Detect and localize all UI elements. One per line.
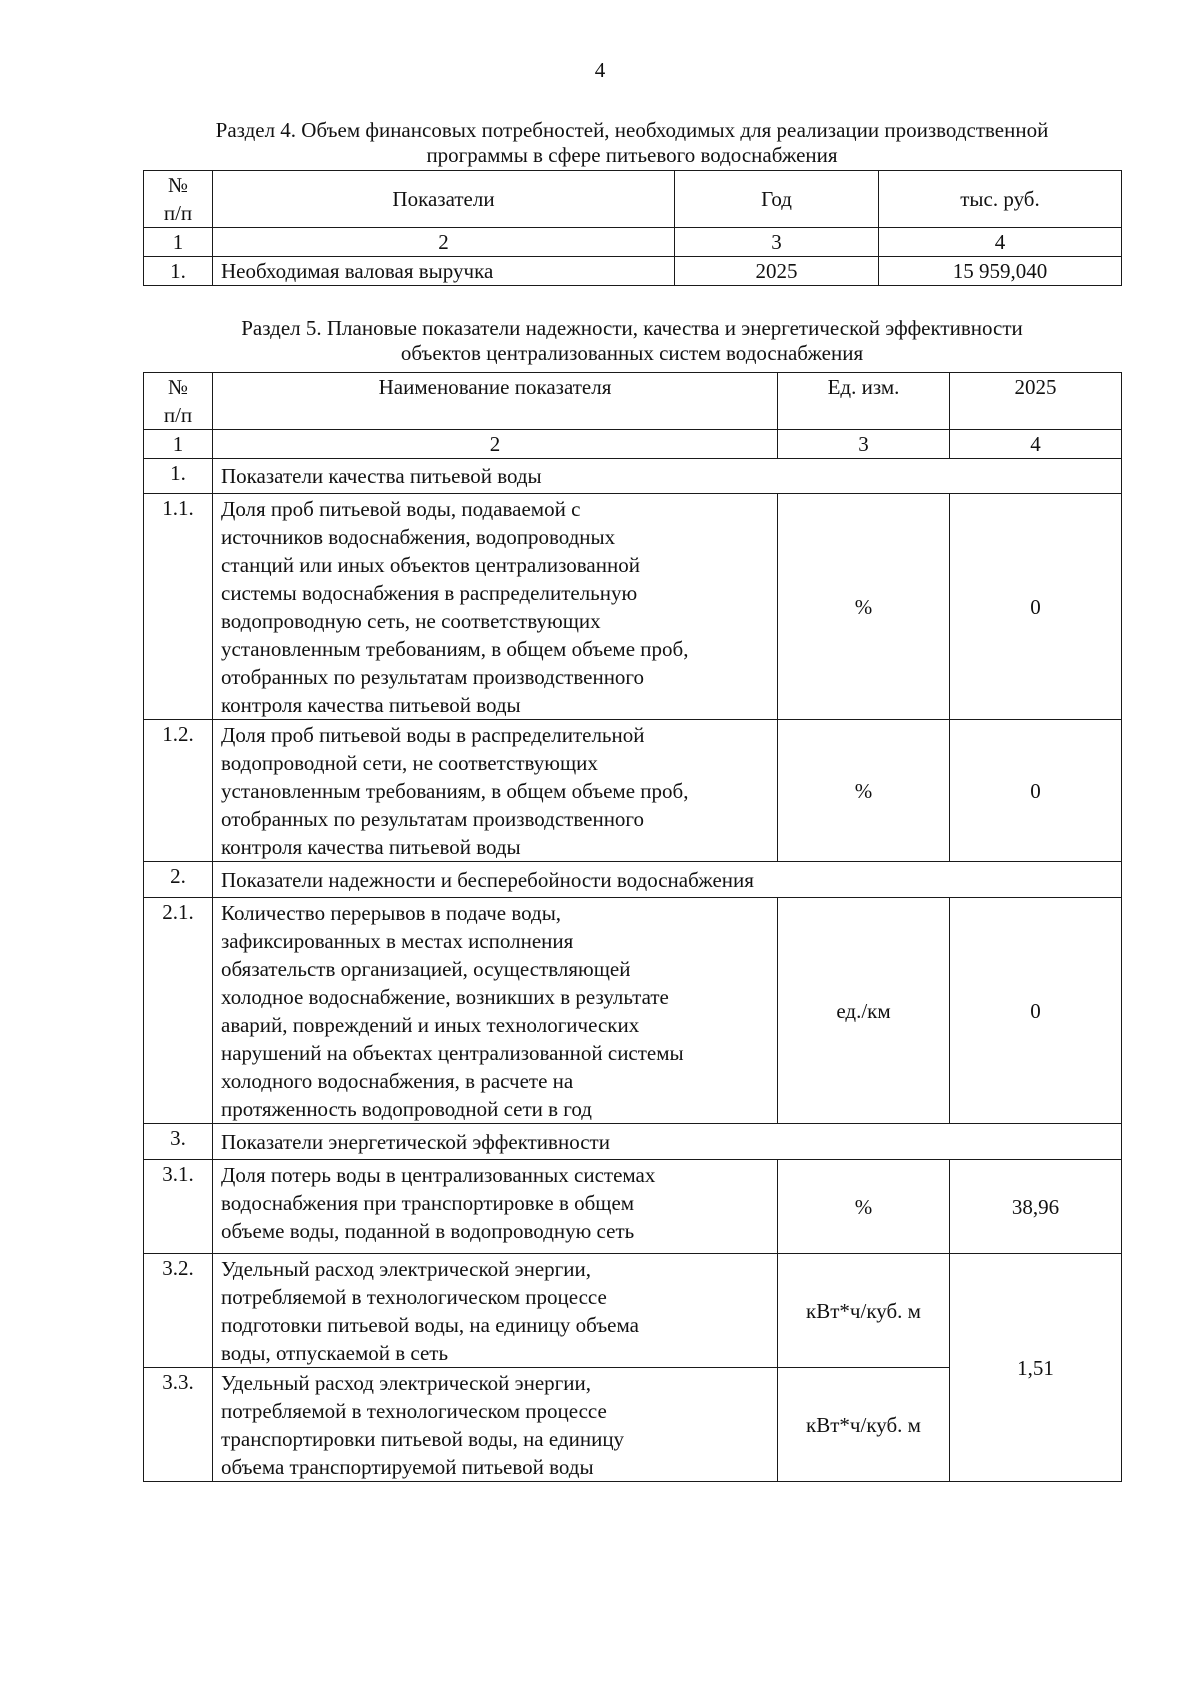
group-num: 1. bbox=[144, 459, 213, 494]
column-number: 4 bbox=[879, 228, 1122, 257]
row-value: 0 bbox=[950, 494, 1122, 720]
desc-line: водопроводную сеть, не соответствующих bbox=[221, 609, 601, 633]
column-number: 4 bbox=[950, 430, 1122, 459]
row-value-merged: 1,51 bbox=[950, 1254, 1122, 1482]
desc-line: объеме воды, поданной в водопроводную сеть bbox=[221, 1219, 635, 1243]
column-number: 3 bbox=[778, 430, 950, 459]
column-number: 1 bbox=[144, 228, 213, 257]
desc-line: установленным требованиям, в общем объеме проб, bbox=[221, 779, 689, 803]
desc-line: станций или иных объектов централизованной bbox=[221, 553, 640, 577]
section4-title bbox=[143, 118, 1121, 168]
table-row bbox=[144, 257, 1122, 286]
desc-line: Удельный расход электрической энергии, bbox=[221, 1257, 592, 1281]
header-unit: Ед. изм. bbox=[778, 373, 950, 430]
table-header-row bbox=[144, 373, 1122, 430]
desc-line: контроля качества питьевой воды bbox=[221, 835, 521, 859]
header-year: Год bbox=[675, 171, 879, 228]
column-number: 2 bbox=[213, 228, 675, 257]
desc-line: контроля качества питьевой воды bbox=[221, 693, 521, 717]
column-number: 3 bbox=[675, 228, 879, 257]
row-description bbox=[213, 1368, 778, 1482]
row-value: 38,96 bbox=[950, 1160, 1122, 1254]
desc-line: системы водоснабжения в распределительную bbox=[221, 581, 638, 605]
column-number: 1 bbox=[144, 430, 213, 459]
desc-line: холодного водоснабжения, в расчете на bbox=[221, 1069, 574, 1093]
section4-title-line2: программы в сфере питьевого водоснабжения bbox=[426, 143, 838, 167]
row-unit: ед./км bbox=[778, 898, 950, 1124]
desc-line: водопроводной сети, не соответствующих bbox=[221, 751, 598, 775]
table-header-row bbox=[144, 171, 1122, 228]
row-unit: % bbox=[778, 720, 950, 862]
group-row bbox=[144, 459, 1122, 494]
row-num: 2.1. bbox=[144, 898, 213, 1124]
desc-line: объема транспортируемой питьевой воды bbox=[221, 1455, 594, 1479]
financial-needs-table bbox=[143, 170, 1122, 286]
row-value: 0 bbox=[950, 720, 1122, 862]
section5-title-line2: объектов централизованных систем водоснабжения bbox=[400, 341, 864, 365]
row-name: Необходимая валовая выручка bbox=[213, 257, 675, 286]
desc-line: Удельный расход электрической энергии, bbox=[221, 1371, 592, 1395]
group-row bbox=[144, 1124, 1122, 1160]
row-year: 2025 bbox=[675, 257, 879, 286]
row-num: 1.1. bbox=[144, 494, 213, 720]
planned-indicators-table bbox=[143, 372, 1122, 1482]
table-row bbox=[144, 1254, 1122, 1368]
table-row bbox=[144, 494, 1122, 720]
desc-line: нарушений на объектах централизованной системы bbox=[221, 1041, 684, 1065]
desc-line: установленным требованиям, в общем объеме проб, bbox=[221, 637, 689, 661]
desc-line: Количество перерывов в подаче воды, bbox=[221, 901, 562, 925]
header-num-line1: № bbox=[167, 375, 189, 399]
header-num-line2: п/п bbox=[163, 403, 193, 427]
header-indicators: Показатели bbox=[213, 171, 675, 228]
row-description bbox=[213, 494, 778, 720]
column-number-row bbox=[144, 228, 1122, 257]
row-description bbox=[213, 898, 778, 1124]
desc-line: Доля проб питьевой воды в распределительной bbox=[221, 723, 645, 747]
desc-line: воды, отпускаемой в сеть bbox=[221, 1341, 449, 1365]
row-description bbox=[213, 1254, 778, 1368]
column-number-row bbox=[144, 430, 1122, 459]
row-num: 1. bbox=[144, 257, 213, 286]
table-row bbox=[144, 1160, 1122, 1254]
group-title: Показатели качества питьевой воды bbox=[213, 459, 1122, 494]
header-num bbox=[144, 171, 213, 228]
header-thousand-rub: тыс. руб. bbox=[879, 171, 1122, 228]
group-row bbox=[144, 862, 1122, 898]
row-num: 3.3. bbox=[144, 1368, 213, 1482]
header-num-line2: п/п bbox=[163, 201, 193, 225]
row-value: 15 959,040 bbox=[879, 257, 1122, 286]
header-num-line1: № bbox=[167, 173, 189, 197]
table-row bbox=[144, 898, 1122, 1124]
header-indicator-name: Наименование показателя bbox=[213, 373, 778, 430]
desc-line: транспортировки питьевой воды, на единицу bbox=[221, 1427, 625, 1451]
header-num bbox=[144, 373, 213, 430]
section5-title-line1: Раздел 5. Плановые показатели надежности, качества и энергетической эффективности bbox=[241, 316, 1023, 340]
row-unit: кВт*ч/куб. м bbox=[778, 1368, 950, 1482]
row-unit: кВт*ч/куб. м bbox=[778, 1254, 950, 1368]
row-unit: % bbox=[778, 1160, 950, 1254]
desc-line: потребляемой в технологическом процессе bbox=[221, 1399, 607, 1423]
desc-line: аварий, повреждений и иных технологических bbox=[221, 1013, 640, 1037]
desc-line: отобранных по результатам производственного bbox=[221, 807, 645, 831]
group-num: 2. bbox=[144, 862, 213, 898]
section4-title-line1: Раздел 4. Объем финансовых потребностей, необходимых для реализации производственной bbox=[215, 118, 1049, 142]
table-row bbox=[144, 720, 1122, 862]
row-description bbox=[213, 720, 778, 862]
desc-line: подготовки питьевой воды, на единицу объема bbox=[221, 1313, 639, 1337]
desc-line: потребляемой в технологическом процессе bbox=[221, 1285, 607, 1309]
group-num: 3. bbox=[144, 1124, 213, 1160]
section5-title bbox=[143, 316, 1121, 366]
page-number: 4 bbox=[594, 58, 606, 82]
row-num: 3.2. bbox=[144, 1254, 213, 1368]
header-year: 2025 bbox=[950, 373, 1122, 430]
row-value: 0 bbox=[950, 898, 1122, 1124]
row-description bbox=[213, 1160, 778, 1254]
desc-line: источников водоснабжения, водопроводных bbox=[221, 525, 616, 549]
desc-line: Доля потерь воды в централизованных системах bbox=[221, 1163, 656, 1187]
row-num: 3.1. bbox=[144, 1160, 213, 1254]
group-title: Показатели надежности и бесперебойности водоснабжения bbox=[213, 862, 1122, 898]
row-num: 1.2. bbox=[144, 720, 213, 862]
desc-line: отобранных по результатам производственного bbox=[221, 665, 645, 689]
desc-line: водоснабжения при транспортировке в общем bbox=[221, 1191, 635, 1215]
column-number: 2 bbox=[213, 430, 778, 459]
row-unit: % bbox=[778, 494, 950, 720]
desc-line: протяженность водопроводной сети в год bbox=[221, 1097, 592, 1121]
desc-line: холодное водоснабжение, возникших в результате bbox=[221, 985, 669, 1009]
desc-line: Доля проб питьевой воды, подаваемой с bbox=[221, 497, 581, 521]
group-title: Показатели энергетической эффективности bbox=[213, 1124, 1122, 1160]
desc-line: зафиксированных в местах исполнения bbox=[221, 929, 574, 953]
desc-line: обязательств организацией, осуществляющей bbox=[221, 957, 631, 981]
